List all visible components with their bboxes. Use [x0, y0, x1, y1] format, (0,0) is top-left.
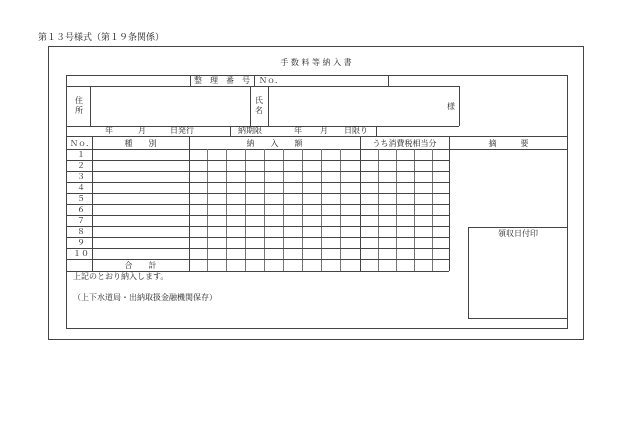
name-label-2: 名 — [255, 106, 263, 115]
name-label-1: 氏 — [255, 96, 263, 105]
header-remarks: 摘 要 — [488, 139, 529, 148]
row-number: ５ — [77, 194, 85, 203]
row-number: ３ — [77, 172, 85, 181]
deadline-month-label: 月 — [320, 126, 328, 135]
address-label-2: 所 — [75, 106, 83, 115]
row-number: １０ — [73, 249, 89, 258]
row-number: ６ — [77, 205, 85, 214]
issue-month-label: 月 — [138, 126, 146, 135]
header-no: Ｎｏ． — [70, 139, 94, 148]
total-label: 合 計 — [124, 261, 157, 270]
issue-year-label: 年 — [105, 126, 113, 135]
issue-day-label: 日発行 — [170, 126, 194, 135]
deadline-label: 納期限 — [238, 126, 262, 135]
honorific: 様 — [447, 102, 455, 111]
address-label-1: 住 — [75, 96, 83, 105]
form-number: 第１３号様式（第１９条関係） — [38, 33, 165, 43]
deadline-day-label: 日限り — [344, 126, 368, 135]
row-number: ２ — [77, 161, 85, 170]
deadline-year-label: 年 — [294, 126, 302, 135]
header-tax: うち消費税相当分 — [372, 139, 437, 148]
row-number: ７ — [77, 216, 85, 225]
row-number: ９ — [77, 238, 85, 247]
form-title: 手 数 料 等 納 入 書 — [280, 58, 352, 67]
serial-number-label: 整 理 番 号 — [194, 76, 250, 85]
row-number: １ — [77, 150, 85, 159]
row-number: ４ — [77, 183, 85, 192]
receipt-stamp-label: 領収日付印 — [498, 229, 538, 238]
address-field[interactable] — [91, 87, 250, 125]
name-field[interactable] — [269, 87, 445, 125]
serial-no-label: Ｎｏ． — [259, 76, 283, 85]
receipt-stamp-box — [468, 227, 568, 319]
header-amount: 納 入 額 — [246, 139, 303, 148]
header-kind: 種 別 — [124, 139, 157, 148]
row-number: ８ — [77, 227, 85, 236]
footer-note: （上下水道局・出納取扱金融機関保存） — [73, 293, 217, 302]
submission-note: 上記のとおり納入します。 — [73, 272, 169, 281]
